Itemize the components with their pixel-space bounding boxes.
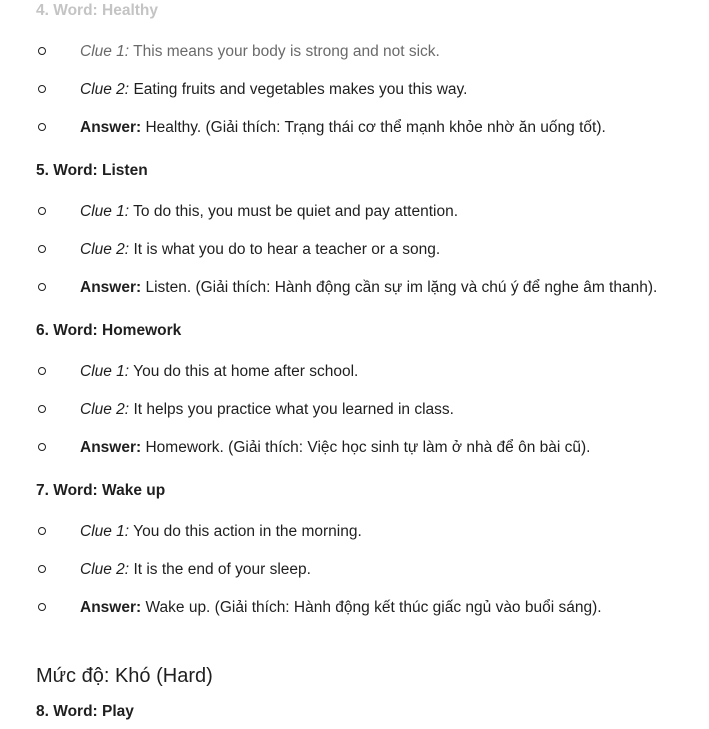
answer-label: Answer: xyxy=(80,599,142,616)
hollow-bullet-icon xyxy=(38,85,46,93)
clue-label: Clue 1: xyxy=(80,203,130,220)
answer-text: Homework. (Giải thích: Việc học sinh tự làm ở nhà để ôn bài cũ). xyxy=(145,439,591,456)
hollow-bullet-icon xyxy=(38,405,46,413)
clue-text: To do this, you must be quiet and pay attention. xyxy=(133,203,459,220)
clue-label: Clue 2: xyxy=(80,241,130,258)
list-item xyxy=(36,559,705,581)
hollow-bullet-icon xyxy=(38,565,46,573)
clue-text: It is what you do to hear a teacher or a song. xyxy=(133,241,441,258)
hollow-bullet-icon xyxy=(38,367,46,375)
answer-text: Healthy. (Giải thích: Trạng thái cơ thể mạnh khỏe nhờ ăn uống tốt). xyxy=(145,119,606,136)
word-heading-6: 6. Word: Homework xyxy=(36,322,182,339)
list-item xyxy=(36,117,705,139)
list-item xyxy=(36,201,705,223)
clue-text: It is the end of your sleep. xyxy=(133,561,311,578)
answer-label: Answer: xyxy=(80,119,142,136)
difficulty-level-heading: Mức độ: Khó (Hard) xyxy=(36,665,213,687)
list-item xyxy=(36,79,705,101)
clue-label: Clue 1: xyxy=(80,43,130,60)
hollow-bullet-icon xyxy=(38,123,46,131)
list-item xyxy=(36,437,705,459)
hollow-bullet-icon xyxy=(38,527,46,535)
hollow-bullet-icon xyxy=(38,443,46,451)
hollow-bullet-icon xyxy=(38,47,46,55)
clue-label: Clue 1: xyxy=(80,523,130,540)
list-item xyxy=(36,521,705,543)
clue-text: You do this action in the morning. xyxy=(133,523,362,540)
clue-text: It helps you practice what you learned in class. xyxy=(133,401,454,418)
clue-label: Clue 1: xyxy=(80,363,130,380)
hollow-bullet-icon xyxy=(38,245,46,253)
answer-label: Answer: xyxy=(80,439,142,456)
answer-text: Listen. (Giải thích: Hành động cần sự im lặng và chú ý để nghe âm thanh). xyxy=(145,279,658,296)
word-heading-8: 8. Word: Play xyxy=(36,703,134,720)
word-heading-7: 7. Word: Wake up xyxy=(36,482,166,499)
list-item xyxy=(36,239,705,261)
clue-text: Eating fruits and vegetables makes you this way. xyxy=(133,81,468,98)
answer-text: Wake up. (Giải thích: Hành động kết thúc giấc ngủ vào buổi sáng). xyxy=(145,599,602,616)
list-item xyxy=(36,41,705,63)
list-item xyxy=(36,597,705,619)
hollow-bullet-icon xyxy=(38,603,46,611)
answer-label: Answer: xyxy=(80,279,142,296)
clue-label: Clue 2: xyxy=(80,561,130,578)
hollow-bullet-icon xyxy=(38,283,46,291)
list-item xyxy=(36,399,705,421)
clue-label: Clue 2: xyxy=(80,401,130,418)
hollow-bullet-icon xyxy=(38,207,46,215)
clue-text: This means your body is strong and not sick. xyxy=(133,43,440,60)
list-item xyxy=(36,361,705,383)
clue-text: You do this at home after school. xyxy=(133,363,359,380)
list-item xyxy=(36,277,705,299)
clue-label: Clue 2: xyxy=(80,81,130,98)
word-heading-4: 4. Word: Healthy xyxy=(36,2,159,19)
word-heading-5: 5. Word: Listen xyxy=(36,162,148,179)
